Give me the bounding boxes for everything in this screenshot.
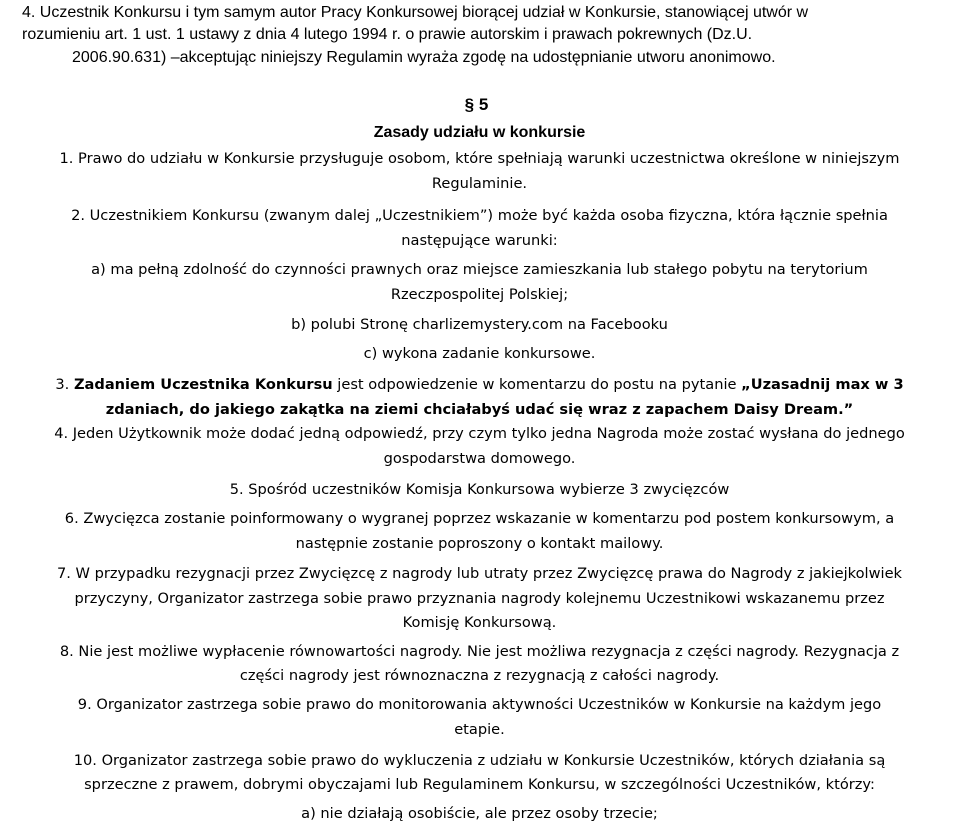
item-3-middle: jest odpowiedzenie w komentarzu do postu na pytanie <box>332 376 742 393</box>
item-3-line-1 <box>0 372 959 398</box>
item-3-prefix: 3. <box>55 376 74 393</box>
item-6-line-2: następnie zostanie poproszony o kontakt mailowy. <box>295 535 664 552</box>
item-8-line-2: części nagrody jest równoznaczna z rezygnacją z całości nagrody. <box>239 667 720 684</box>
item-4-line-1: 4. Jeden Użytkownik może dodać jedną odpowiedź, przy czym tylko jedna Nagroda może zostać wysłana do jednego <box>54 425 905 442</box>
item-9-line-1: 9. Organizator zastrzega sobie prawo do monitorowania aktywności Uczestników w Konkursie na każdym jego <box>77 696 882 713</box>
item-7-line-3: Komisję Konkursową. <box>402 614 557 631</box>
item-1-line-1: 1. Prawo do udziału w Konkursie przysługuje osobom, które spełniają warunki uczestnictwa określone w niniejszym <box>59 150 900 167</box>
item-2a-line-1: a) ma pełną zdolność do czynności prawnych oraz miejsce zamieszkania lub stałego pobytu na terytorium <box>91 261 868 278</box>
item-8-line-1: 8. Nie jest możliwe wypłacenie równowartości nagrody. Nie jest możliwa rezygnacja z części nagrody. Rezygnacja z <box>59 643 900 660</box>
item-1-line-2: Regulaminie. <box>431 175 528 192</box>
item-6-line-1: 6. Zwycięzca zostanie poinformowany o wygranej poprzez wskazanie w komentarzu pod postem konkursowym, a <box>64 510 895 527</box>
item-5: 5. Spośród uczestników Komisja Konkursowa wybierze 3 zwycięzców <box>229 481 730 498</box>
item-7-line-2: przyczyny, Organizator zastrzega sobie prawo przyznania nagrody kolejnemu Uczestnikowi wskazanemu przez <box>74 590 885 607</box>
item-2-line-1: 2. Uczestnikiem Konkursu (zwanym dalej „Uczestnikiem”) może być każda osoba fizyczna, która łącznie spełnia <box>71 207 888 224</box>
item-2-line-2: następujące warunki: <box>401 232 558 249</box>
item-3-line-2: zdaniach, do jakiego zakątka na ziemi chciałabyś udać się wraz z zapachem Daisy Dream.” <box>105 401 854 418</box>
item-3-bold-question: „Uzasadnij max w 3 <box>741 376 904 393</box>
item-9-line-2: etapie. <box>454 721 505 738</box>
intro-line-3: 2006.90.631) –akceptując niniejszy Regulamin wyraża zgodę na udostępnianie utworu anonimowo. <box>72 49 776 66</box>
item-4-line-2: gospodarstwa domowego. <box>383 450 576 467</box>
intro-line-2: rozumieniu art. 1 ust. 1 ustawy z dnia 4 lutego 1994 r. o prawie autorskim i prawach pokrewnych (Dz.U. <box>22 26 753 43</box>
item-2b: b) polubi Stronę charlizemystery.com na Facebooku <box>291 316 668 333</box>
item-2c: c) wykona zadanie konkursowe. <box>363 345 596 362</box>
section-number: § 5 <box>464 95 489 114</box>
item-10-line-2: sprzeczne z prawem, dobrymi obyczajami lub Regulaminem Konkursu, w szczególności Uczestników, którzy: <box>84 776 875 793</box>
item-10a: a) nie działają osobiście, ale przez osoby trzecie; <box>301 805 658 822</box>
item-3-bold-lead: Zadaniem Uczestnika Konkursu <box>73 376 333 393</box>
item-2a-line-2: Rzeczpospolitej Polskiej; <box>390 286 569 303</box>
item-10-line-1: 10. Organizator zastrzega sobie prawo do wykluczenia z udziału w Konkursie Uczestników, których działania są <box>73 752 886 769</box>
section-title: Zasady udziału w konkursie <box>373 124 586 141</box>
intro-line-1: 4. Uczestnik Konkursu i tym samym autor Pracy Konkursowej biorącej udział w Konkursie, stanowiącej utwór w <box>22 4 809 21</box>
item-7-line-1: 7. W przypadku rezygnacji przez Zwycięzcę z nagrody lub utraty przez Zwycięzcę prawa do Nagrody z jakiejkolwiek <box>56 565 902 582</box>
